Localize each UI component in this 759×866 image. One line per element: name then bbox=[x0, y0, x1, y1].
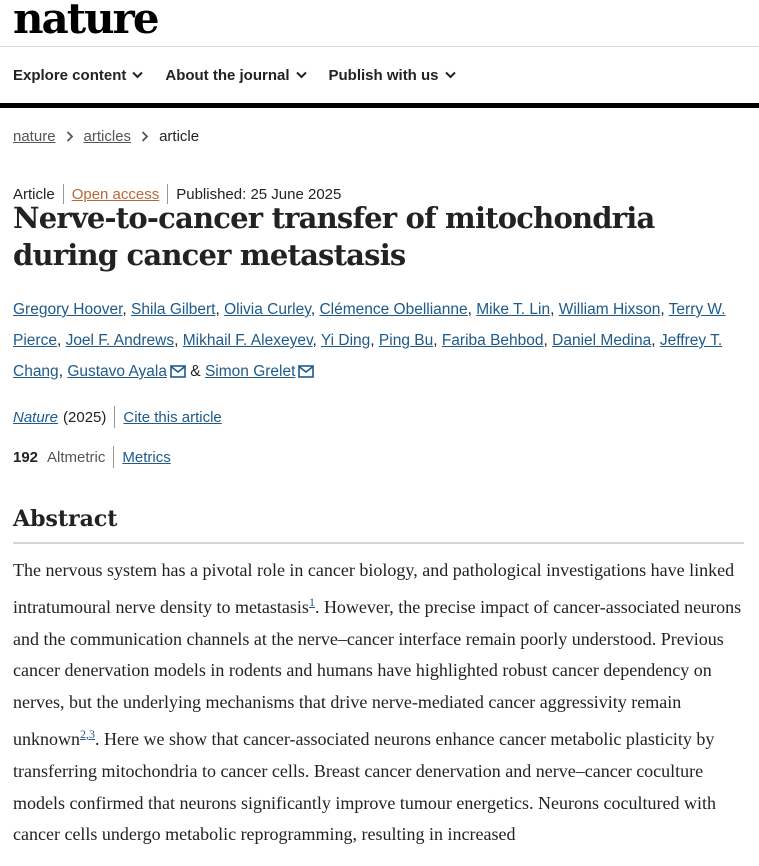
nav-publish[interactable] bbox=[329, 67, 456, 84]
mail-icon[interactable] bbox=[298, 365, 314, 378]
author-link[interactable]: Mike T. Lin bbox=[476, 301, 551, 318]
breadcrumb-articles[interactable]: articles bbox=[83, 128, 132, 145]
author-link[interactable]: Simon Grelet bbox=[204, 363, 296, 380]
nav-label: About the journal bbox=[165, 66, 290, 84]
citation-row bbox=[13, 406, 222, 428]
divider bbox=[113, 446, 114, 468]
breadcrumb-nature[interactable]: nature bbox=[13, 128, 56, 145]
chevron-down-icon bbox=[132, 71, 143, 79]
author-link[interactable]: Terry W. Pierce bbox=[13, 301, 726, 349]
open-access-link[interactable]: Open access bbox=[71, 185, 160, 203]
chevron-down-icon bbox=[296, 71, 307, 79]
nav-label: Explore content bbox=[13, 66, 127, 84]
abstract-text: . However, the precise impact of cancer-associated neurons and the communication channels at the nerve–cancer interface remain poorly understood. Previous cancer denervation models in rodents and humans have highlighted robust cancer dependency on nerves, but the underlying mechanisms that drive nerve-mediated cancer aggressivity remain unknown bbox=[13, 596, 742, 749]
published-date: Published: 25 June 2025 bbox=[176, 185, 342, 203]
nav-about-journal[interactable] bbox=[165, 67, 306, 84]
altmetric-count: 192 bbox=[13, 448, 39, 466]
abstract-text: The nervous system has a pivotal role in cancer biology, and pathological investigations have linked intratumoural nerve density to metastasis bbox=[13, 560, 735, 617]
chevron-down-icon bbox=[445, 71, 456, 79]
cite-article-link[interactable]: Cite this article bbox=[123, 408, 222, 426]
breadcrumb bbox=[13, 128, 199, 145]
authors-and: & bbox=[190, 363, 201, 380]
reference-link[interactable]: 1 bbox=[308, 594, 315, 609]
author-link[interactable]: Daniel Medina bbox=[552, 332, 652, 349]
author-link[interactable]: Clémence Obellianne bbox=[319, 301, 468, 318]
abstract-heading: Abstract bbox=[13, 506, 744, 544]
author-link[interactable]: William Hixson bbox=[558, 301, 661, 318]
abstract-body bbox=[13, 555, 748, 851]
author-list: Gregory Hoover, Shila Gilbert, Olivia Curley, Clémence Obellianne, Mike T. Lin, William Hixson, Terry W. Pierce, Joel F. Andrews, Mikhail F. Alexeyev, Yi Ding, Ping Bu, Fariba Behbod, Daniel Medina, Jeffrey T. Chang, Gustavo Ayala & Simon Grelet bbox=[13, 301, 726, 380]
author-link[interactable]: Jeffrey T. Chang bbox=[13, 332, 723, 380]
author-link[interactable]: Yi Ding bbox=[320, 332, 371, 349]
author-link[interactable]: Shila Gilbert bbox=[131, 301, 216, 318]
nature-logo[interactable]: nature bbox=[13, 0, 158, 43]
article-type: Article bbox=[13, 185, 55, 203]
nav-label: Publish with us bbox=[328, 66, 439, 84]
chevron-right-icon bbox=[66, 131, 74, 142]
nav-explore-content[interactable] bbox=[13, 67, 143, 84]
altmetric-label: Altmetric bbox=[47, 448, 106, 466]
breadcrumb-current: article bbox=[159, 128, 200, 145]
metrics-link[interactable]: Metrics bbox=[122, 448, 171, 466]
mail-icon[interactable] bbox=[170, 365, 186, 378]
chevron-right-icon bbox=[141, 131, 149, 142]
author-link[interactable]: Mikhail F. Alexeyev bbox=[182, 332, 313, 349]
journal-link[interactable]: Nature bbox=[13, 408, 59, 426]
reference-link[interactable]: 2,3 bbox=[80, 726, 95, 741]
divider bbox=[114, 406, 115, 428]
main-nav bbox=[0, 47, 759, 108]
citation-year: (2025) bbox=[63, 408, 107, 426]
metrics-row bbox=[13, 446, 171, 468]
author-link[interactable]: Ping Bu bbox=[378, 332, 434, 349]
abstract-text: . Here we show that cancer-associated neurons enhance cancer metabolic plasticity by transferring mitochondria to cancer cells. Breast cancer denervation and nerve–cancer coculture models confirmed that neurons significantly improve tumour energetics. Neurons cocultured with cancer cells undergo metabolic reprogramming, resulting in increased bbox=[13, 728, 716, 845]
author-link[interactable]: Gustavo Ayala bbox=[67, 363, 167, 380]
author-link[interactable]: Joel F. Andrews bbox=[65, 332, 175, 349]
article-title: Nerve-to-cancer transfer of mitochondria during cancer metastasis bbox=[13, 201, 655, 272]
author-link[interactable]: Fariba Behbod bbox=[441, 332, 544, 349]
author-link[interactable]: Olivia Curley bbox=[224, 301, 311, 318]
author-link[interactable]: Gregory Hoover bbox=[13, 301, 123, 318]
site-header bbox=[0, 0, 759, 47]
